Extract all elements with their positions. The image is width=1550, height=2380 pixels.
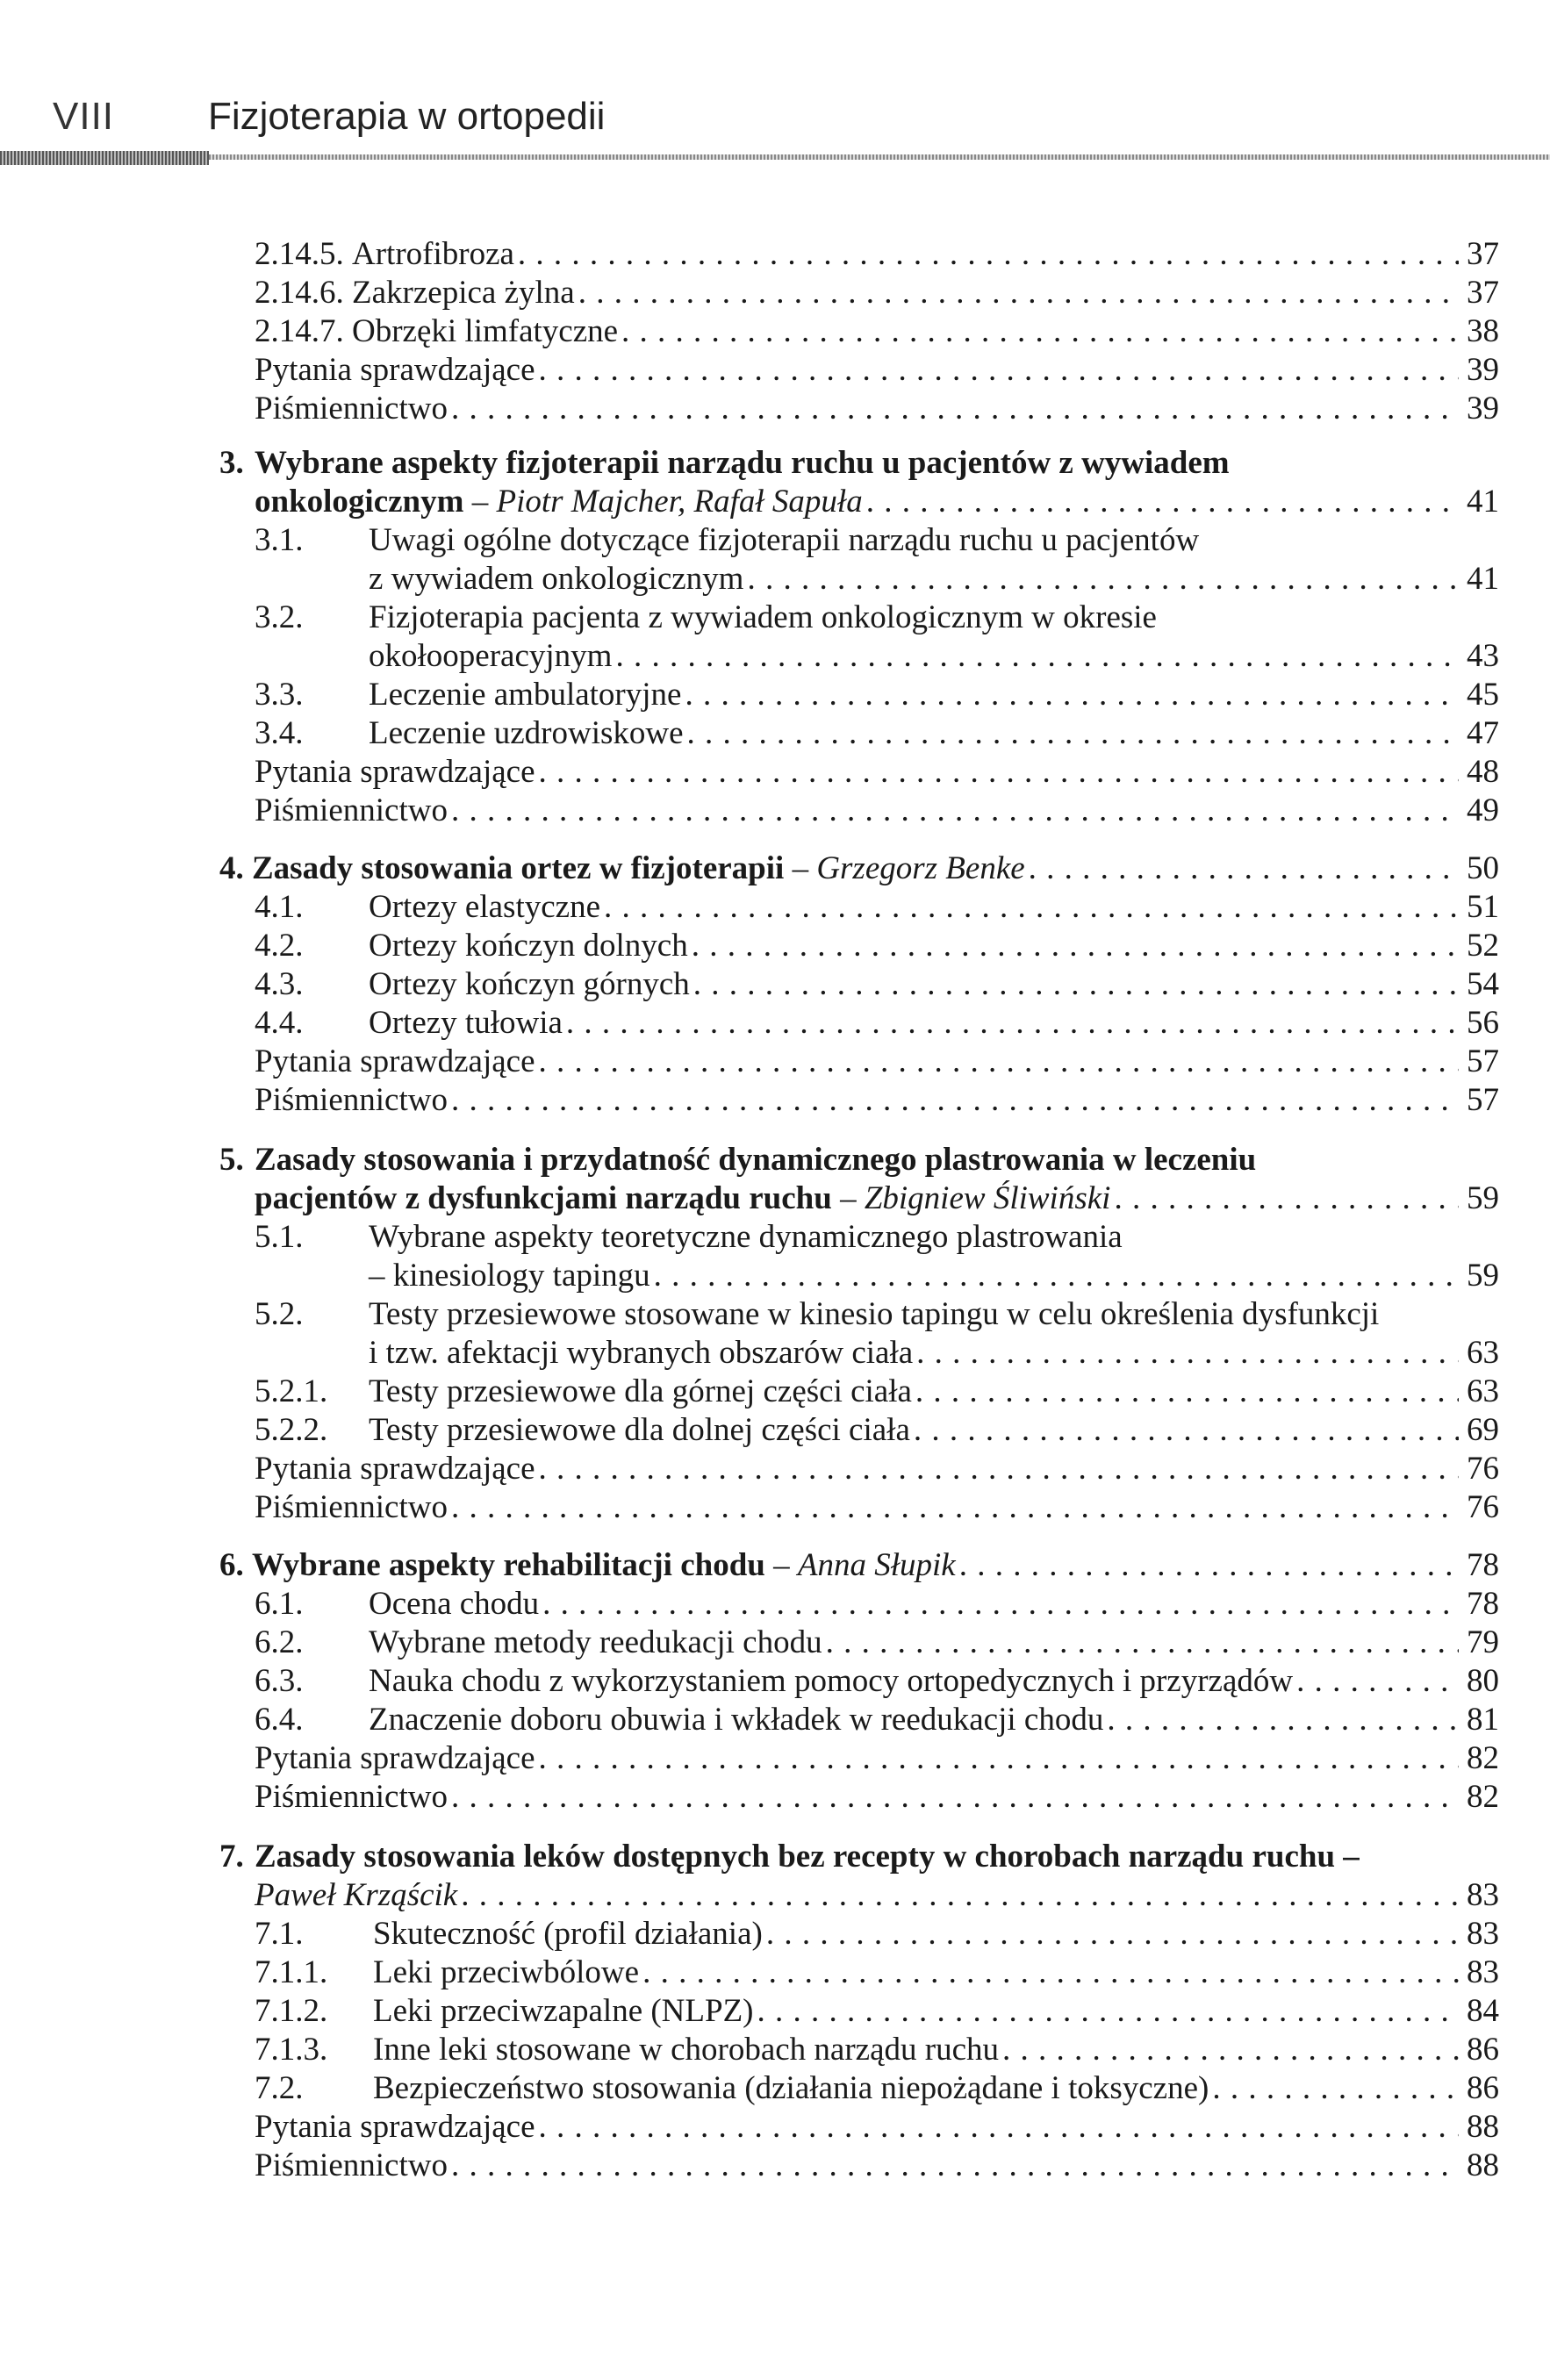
toc-title: Pytania sprawdzające bbox=[255, 1043, 535, 1079]
chapter-title: Zasady stosowania leków dostępnych bez recepty w chorobach narządu ruchu – bbox=[255, 1839, 1360, 1875]
toc-chapter-3-line2[interactable] bbox=[255, 483, 1499, 521]
toc-number: 3.2. bbox=[255, 599, 304, 635]
toc-entry[interactable] bbox=[255, 235, 1499, 274]
toc-entry[interactable] bbox=[255, 1953, 1499, 1992]
toc-page: 59 bbox=[1467, 1258, 1499, 1294]
toc-number: 5.1. bbox=[255, 1219, 304, 1255]
dot-leader bbox=[451, 1488, 1459, 1527]
toc-entry[interactable] bbox=[255, 1662, 1499, 1701]
toc-entry-references[interactable] bbox=[255, 792, 1499, 830]
toc-page: 43 bbox=[1467, 638, 1499, 674]
dot-leader bbox=[1029, 849, 1459, 888]
dot-leader bbox=[757, 1992, 1459, 2031]
toc-number: 7.1.2. bbox=[255, 1993, 328, 2029]
toc-title: Zakrzepica żylna bbox=[352, 275, 575, 311]
toc-entry[interactable] bbox=[255, 312, 1499, 351]
chapter-author: Grzegorz Benke bbox=[816, 850, 1025, 886]
dot-leader bbox=[959, 1546, 1459, 1585]
toc-number: 7.2. bbox=[255, 2070, 304, 2106]
toc-entry[interactable] bbox=[255, 927, 1499, 965]
toc-page: 76 bbox=[1467, 1451, 1499, 1487]
toc-page: 45 bbox=[1467, 677, 1499, 713]
toc-title: Nauka chodu z wykorzystaniem pomocy ortopedycznych i przyrządów bbox=[369, 1663, 1294, 1699]
toc-title-cont: okołooperacyjnym bbox=[369, 638, 613, 674]
toc-entry[interactable] bbox=[255, 1624, 1499, 1662]
toc-entry[interactable] bbox=[255, 1411, 1499, 1450]
toc-title: Leki przeciwbólowe bbox=[373, 1954, 640, 1990]
toc-title: Piśmiennictwo bbox=[255, 1489, 448, 1525]
toc-entry-3-2-line2[interactable] bbox=[369, 637, 1499, 676]
chapter-title-cont: onkologicznym bbox=[255, 484, 464, 520]
toc-page: 80 bbox=[1467, 1663, 1499, 1699]
toc-page: 86 bbox=[1467, 2070, 1499, 2106]
toc-page: 76 bbox=[1467, 1489, 1499, 1525]
toc-page: 47 bbox=[1467, 715, 1499, 751]
toc-page: 57 bbox=[1467, 1082, 1499, 1118]
toc-title: Uwagi ogólne dotyczące fizjoterapii narządu ruchu u pacjentów bbox=[369, 522, 1200, 558]
dot-leader bbox=[451, 1778, 1459, 1817]
toc-page: 78 bbox=[1467, 1586, 1499, 1622]
toc-chapter-3-line1[interactable] bbox=[219, 444, 1499, 483]
toc-entry-references[interactable] bbox=[255, 1778, 1499, 1817]
toc-title: Piśmiennictwo bbox=[255, 1082, 448, 1118]
toc-page: 81 bbox=[1467, 1702, 1499, 1738]
toc-page: 54 bbox=[1467, 966, 1499, 1002]
dot-leader bbox=[915, 1373, 1459, 1411]
dot-leader bbox=[1114, 1179, 1459, 1218]
chapter-title: Zasady stosowania ortez w fizjoterapii bbox=[252, 850, 785, 886]
dot-leader bbox=[539, 2108, 1460, 2147]
dot-leader bbox=[578, 274, 1459, 312]
toc-number: 2.14.6. bbox=[255, 275, 344, 311]
toc-number: 3.3. bbox=[255, 677, 304, 713]
toc-number: 6.3. bbox=[255, 1663, 304, 1699]
toc-title: Wybrane metody reedukacji chodu bbox=[369, 1624, 822, 1660]
dot-leader bbox=[566, 1004, 1459, 1043]
toc-chapter-7-line1[interactable] bbox=[219, 1838, 1499, 1876]
toc-page: 83 bbox=[1467, 1916, 1499, 1952]
page-folio: VIII bbox=[53, 95, 115, 138]
toc-page: 82 bbox=[1467, 1740, 1499, 1776]
toc-page: 57 bbox=[1467, 1043, 1499, 1079]
toc-page: 63 bbox=[1467, 1373, 1499, 1409]
toc-entry[interactable] bbox=[255, 888, 1499, 927]
dash: – bbox=[773, 1547, 790, 1583]
toc-number: 7.1. bbox=[255, 1916, 304, 1952]
dot-leader bbox=[539, 351, 1460, 390]
dot-leader bbox=[687, 714, 1459, 753]
toc-title: Testy przesiewowe dla górnej części ciała bbox=[369, 1373, 912, 1409]
toc-number: 3.1. bbox=[255, 522, 304, 558]
toc-entry-references[interactable] bbox=[255, 1081, 1499, 1120]
toc-page: 69 bbox=[1467, 1412, 1499, 1448]
chapter-number: 3. bbox=[219, 445, 244, 481]
toc-number: 2.14.5. bbox=[255, 236, 344, 272]
chapter-number: 5. bbox=[219, 1142, 244, 1178]
dot-leader bbox=[451, 792, 1459, 830]
toc-page: 37 bbox=[1467, 236, 1499, 272]
toc-title: Wybrane aspekty teoretyczne dynamicznego plastrowania bbox=[369, 1219, 1123, 1255]
toc-entry[interactable] bbox=[255, 2031, 1499, 2069]
toc-title: Ortezy tułowia bbox=[369, 1005, 563, 1041]
dash: – bbox=[792, 850, 809, 886]
chapter-title: Zasady stosowania i przydatność dynamicznego plastrowania w leczeniu bbox=[255, 1142, 1257, 1178]
toc-number: 7.1.1. bbox=[255, 1954, 328, 1990]
toc-number: 3.4. bbox=[255, 715, 304, 751]
toc-page: 83 bbox=[1467, 1877, 1499, 1913]
toc-title: Pytania sprawdzające bbox=[255, 754, 535, 790]
dot-leader bbox=[916, 1334, 1459, 1373]
dot-leader bbox=[604, 888, 1459, 927]
dot-leader bbox=[693, 965, 1459, 1004]
toc-title: Ortezy kończyn górnych bbox=[369, 966, 690, 1002]
toc-entry-3-1-line2[interactable] bbox=[369, 560, 1499, 599]
toc-title: Leczenie uzdrowiskowe bbox=[369, 715, 684, 751]
toc-page: 41 bbox=[1467, 484, 1499, 520]
header-rule-dark bbox=[0, 151, 209, 165]
toc-title: Pytania sprawdzające bbox=[255, 1740, 535, 1776]
chapter-number: 7. bbox=[219, 1839, 244, 1875]
toc-entry[interactable] bbox=[255, 1701, 1499, 1739]
toc-number: 6.4. bbox=[255, 1702, 304, 1738]
toc-page: 39 bbox=[1467, 391, 1499, 427]
dot-leader bbox=[451, 390, 1459, 428]
dash: – bbox=[471, 484, 489, 520]
toc-page: 88 bbox=[1467, 2147, 1499, 2183]
toc-number: 4.4. bbox=[255, 1005, 304, 1041]
toc-title: Skuteczność (profil działania) bbox=[373, 1916, 763, 1952]
toc-page: 84 bbox=[1467, 1993, 1499, 2029]
dash: – bbox=[840, 1180, 857, 1216]
chapter-number: 6. bbox=[219, 1547, 244, 1583]
toc-page: 48 bbox=[1467, 754, 1499, 790]
toc-entry-questions[interactable] bbox=[255, 351, 1499, 390]
toc-number: 4.3. bbox=[255, 966, 304, 1002]
chapter-title-cont: pacjentów z dysfunkcjami narządu ruchu bbox=[255, 1180, 832, 1216]
toc-page: 63 bbox=[1467, 1335, 1499, 1371]
toc-entry[interactable] bbox=[255, 1585, 1499, 1624]
chapter-title: Wybrane aspekty fizjoterapii narządu ruchu u pacjentów z wywiadem bbox=[255, 445, 1230, 481]
toc-number: 5.2. bbox=[255, 1296, 304, 1332]
dot-leader bbox=[451, 1081, 1459, 1120]
chapter-number: 4. bbox=[219, 850, 244, 886]
toc-title: Piśmiennictwo bbox=[255, 391, 448, 427]
dot-leader bbox=[685, 676, 1459, 714]
toc-title: Bezpieczeństwo stosowania (działania niepożądane i toksyczne) bbox=[373, 2070, 1209, 2106]
toc-entry[interactable] bbox=[255, 1004, 1499, 1043]
toc-title: Inne leki stosowane w chorobach narządu ruchu bbox=[373, 2032, 1000, 2068]
chapter-author: Piotr Majcher, Rafał Sapuła bbox=[496, 484, 863, 520]
chapter-author: Anna Słupik bbox=[797, 1547, 956, 1583]
toc-entry[interactable] bbox=[255, 965, 1499, 1004]
toc-title: Piśmiennictwo bbox=[255, 792, 448, 828]
chapter-author: Paweł Krząścik bbox=[255, 1877, 458, 1913]
toc-page: 50 bbox=[1467, 850, 1499, 886]
toc-entry-5-1-line2[interactable] bbox=[369, 1257, 1499, 1295]
toc-title: Leczenie ambulatoryjne bbox=[369, 677, 682, 713]
toc-number: 6.1. bbox=[255, 1586, 304, 1622]
toc-page: 41 bbox=[1467, 561, 1499, 597]
toc-number: 4.1. bbox=[255, 889, 304, 925]
toc-page: 56 bbox=[1467, 1005, 1499, 1041]
dot-leader bbox=[1296, 1662, 1459, 1701]
toc-entry[interactable] bbox=[255, 1373, 1499, 1411]
toc-page: 59 bbox=[1467, 1180, 1499, 1216]
toc-title: Testy przesiewowe dla dolnej części ciała bbox=[369, 1412, 910, 1448]
toc-title: Obrzęki limfatyczne bbox=[352, 313, 619, 349]
dot-leader bbox=[766, 1915, 1459, 1953]
toc-number: 5.2.2. bbox=[255, 1412, 328, 1448]
running-title: Fizjoterapia w ortopedii bbox=[208, 95, 606, 138]
toc-entry-questions[interactable] bbox=[255, 2108, 1499, 2147]
dot-leader bbox=[1002, 2031, 1459, 2069]
toc-entry-5-2-line2[interactable] bbox=[369, 1334, 1499, 1373]
toc-page: 88 bbox=[1467, 2109, 1499, 2145]
toc-page: 38 bbox=[1467, 313, 1499, 349]
dot-leader bbox=[539, 1450, 1460, 1488]
toc-title: Ocena chodu bbox=[369, 1586, 540, 1622]
toc-page: 83 bbox=[1467, 1954, 1499, 1990]
toc-entry-5-2-line1[interactable] bbox=[255, 1295, 1499, 1334]
toc-entry[interactable] bbox=[255, 1915, 1499, 1953]
toc-page: 52 bbox=[1467, 928, 1499, 964]
toc-entry[interactable] bbox=[255, 714, 1499, 753]
toc-entry-5-1-line1[interactable] bbox=[255, 1218, 1499, 1257]
toc-title: Piśmiennictwo bbox=[255, 2147, 448, 2183]
dot-leader bbox=[747, 560, 1459, 599]
dot-leader bbox=[615, 637, 1459, 676]
toc-page: 39 bbox=[1467, 352, 1499, 388]
toc-title: Znaczenie doboru obuwia i wkładek w reedukacji chodu bbox=[369, 1702, 1104, 1738]
toc-entry[interactable] bbox=[255, 1992, 1499, 2031]
toc-title: Piśmiennictwo bbox=[255, 1779, 448, 1815]
toc-number: 4.2. bbox=[255, 928, 304, 964]
toc-number: 5.2.1. bbox=[255, 1373, 328, 1409]
toc-title: Ortezy kończyn dolnych bbox=[369, 928, 688, 964]
toc-entry[interactable] bbox=[255, 2069, 1499, 2108]
toc-page: 51 bbox=[1467, 889, 1499, 925]
toc-page: 37 bbox=[1467, 275, 1499, 311]
dot-leader bbox=[654, 1257, 1459, 1295]
dot-leader bbox=[1107, 1701, 1459, 1739]
dot-leader bbox=[451, 2147, 1459, 2185]
dot-leader bbox=[518, 235, 1459, 274]
dot-leader bbox=[539, 1739, 1460, 1778]
toc-page: 49 bbox=[1467, 792, 1499, 828]
toc-entry[interactable] bbox=[255, 274, 1499, 312]
toc-number: 7.1.3. bbox=[255, 2032, 328, 2068]
chapter-author: Zbigniew Śliwiński bbox=[864, 1180, 1111, 1216]
toc-page: 79 bbox=[1467, 1624, 1499, 1660]
toc-entry-references[interactable] bbox=[255, 390, 1499, 428]
toc-title-cont: – kinesiology tapingu bbox=[369, 1258, 650, 1294]
toc-title-cont: i tzw. afektacji wybranych obszarów ciała bbox=[369, 1335, 914, 1371]
toc-number: 2.14.7. bbox=[255, 313, 344, 349]
toc-title: Leki przeciwzapalne (NLPZ) bbox=[373, 1993, 754, 2029]
dot-leader bbox=[826, 1624, 1459, 1662]
toc-title: Pytania sprawdzające bbox=[255, 1451, 535, 1487]
toc-chapter-5-line2[interactable] bbox=[255, 1179, 1499, 1218]
page-header bbox=[0, 0, 1550, 176]
dot-leader bbox=[542, 1585, 1459, 1624]
toc-title: Pytania sprawdzające bbox=[255, 352, 535, 388]
dot-leader bbox=[914, 1411, 1459, 1450]
toc-title: Ortezy elastyczne bbox=[369, 889, 600, 925]
toc-entry-questions[interactable] bbox=[255, 1739, 1499, 1778]
toc-entry-questions[interactable] bbox=[255, 753, 1499, 792]
toc-entry[interactable] bbox=[255, 676, 1499, 714]
header-rule-light bbox=[209, 154, 1550, 160]
toc-number: 6.2. bbox=[255, 1624, 304, 1660]
toc-page: 86 bbox=[1467, 2032, 1499, 2068]
toc-chapter-7-line2[interactable] bbox=[255, 1876, 1499, 1915]
dot-leader bbox=[866, 483, 1459, 521]
toc-chapter-4[interactable] bbox=[219, 849, 1499, 888]
dot-leader bbox=[621, 312, 1459, 351]
toc-entry-3-2-line1[interactable] bbox=[255, 599, 1499, 637]
toc-title: Pytania sprawdzające bbox=[255, 2109, 535, 2145]
toc-entry-references[interactable] bbox=[255, 1488, 1499, 1527]
toc-title-cont: z wywiadem onkologicznym bbox=[369, 561, 744, 597]
chapter-title: Wybrane aspekty rehabilitacji chodu bbox=[252, 1547, 765, 1583]
toc-page: 78 bbox=[1467, 1547, 1499, 1583]
dot-leader bbox=[539, 753, 1460, 792]
dot-leader bbox=[461, 1876, 1459, 1915]
toc-title: Fizjoterapia pacjenta z wywiadem onkologicznym w okresie bbox=[369, 599, 1157, 635]
toc-entry-3-1-line1[interactable] bbox=[255, 521, 1499, 560]
dot-leader bbox=[642, 1953, 1459, 1992]
toc-entry-questions[interactable] bbox=[255, 1043, 1499, 1081]
toc-page: 82 bbox=[1467, 1779, 1499, 1815]
toc-title: Testy przesiewowe stosowane w kinesio tapingu w celu określenia dysfunkcji bbox=[369, 1296, 1380, 1332]
toc-chapter-5-line1[interactable] bbox=[219, 1141, 1499, 1179]
dot-leader bbox=[539, 1043, 1460, 1081]
dot-leader bbox=[692, 927, 1459, 965]
toc-chapter-6[interactable] bbox=[219, 1546, 1499, 1585]
toc-entry-references[interactable] bbox=[255, 2147, 1499, 2185]
toc-entry-questions[interactable] bbox=[255, 1450, 1499, 1488]
toc-title: Artrofibroza bbox=[352, 236, 514, 272]
dot-leader bbox=[1212, 2069, 1459, 2108]
